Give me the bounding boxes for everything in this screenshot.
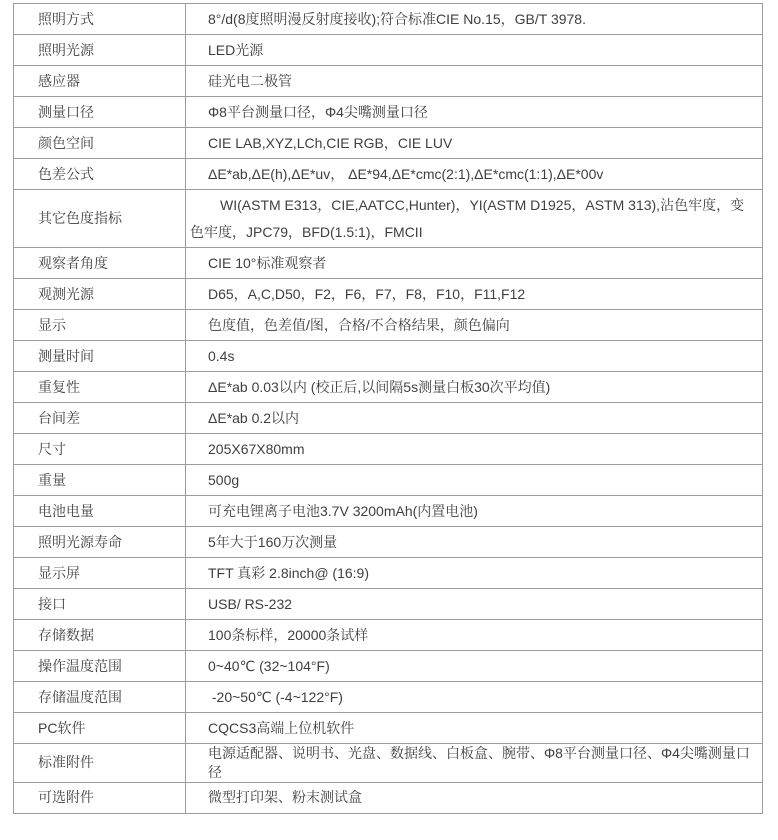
- spec-row-label: 操作温度范围: [14, 651, 186, 682]
- spec-row: [14, 310, 763, 341]
- spec-row: [14, 66, 763, 97]
- spec-row-value: 硅光电二极管: [186, 66, 763, 97]
- spec-row-value: USB/ RS-232: [186, 589, 763, 620]
- spec-row-value: 可充电锂离子电池3.7V 3200mAh(内置电池): [186, 496, 763, 527]
- spec-row: [14, 4, 763, 35]
- spec-row-value: LED光源: [186, 35, 763, 66]
- spec-row-label: 照明光源: [14, 35, 186, 66]
- spec-row-value: 100条标样，20000条试样: [186, 620, 763, 651]
- spec-row: [14, 279, 763, 310]
- spec-row-value: 色度值，色差值/图，合格/不合格结果，颜色偏向: [186, 310, 763, 341]
- spec-row: [14, 589, 763, 620]
- spec-row-label: 接口: [14, 589, 186, 620]
- spec-row: [14, 744, 763, 783]
- spec-row-value: TFT 真彩 2.8inch@ (16:9): [186, 558, 763, 589]
- spec-row: [14, 97, 763, 128]
- spec-row-label: 色差公式: [14, 159, 186, 190]
- spec-row-value: ΔE*ab 0.2以内: [186, 403, 763, 434]
- spec-row: [14, 713, 763, 744]
- spec-row-label: 标准附件: [14, 744, 186, 783]
- spec-row-label: 电池电量: [14, 496, 186, 527]
- spec-row-value: 205X67X80mm: [186, 434, 763, 465]
- spec-row-label: 测量时间: [14, 341, 186, 372]
- spec-row: [14, 651, 763, 682]
- spec-row-value: CIE LAB,XYZ,LCh,CIE RGB，CIE LUV: [186, 128, 763, 159]
- spec-row: [14, 434, 763, 465]
- spec-row-label: 存储温度范围: [14, 682, 186, 713]
- spec-row-label: 尺寸: [14, 434, 186, 465]
- spec-row-label: 可选附件: [14, 782, 186, 813]
- spec-row: [14, 682, 763, 713]
- spec-row-label: 显示屏: [14, 558, 186, 589]
- spec-row-label: 观测光源: [14, 279, 186, 310]
- spec-row-value: 5年大于160万次测量: [186, 527, 763, 558]
- spec-row: [14, 496, 763, 527]
- spec-row: [14, 35, 763, 66]
- spec-row: [14, 248, 763, 279]
- spec-row: [14, 558, 763, 589]
- spec-row: [14, 782, 763, 813]
- spec-row-value: Φ8平台测量口径，Φ4尖嘴测量口径: [186, 97, 763, 128]
- spec-row-value: CIE 10°标准观察者: [186, 248, 763, 279]
- spec-row-label: 重量: [14, 465, 186, 496]
- spec-table-body: [14, 4, 763, 814]
- spec-row-value: CQCS3高端上位机软件: [186, 713, 763, 744]
- spec-row: [14, 372, 763, 403]
- spec-row: [14, 128, 763, 159]
- spec-row-label: 观察者角度: [14, 248, 186, 279]
- spec-row: [14, 527, 763, 558]
- spec-row: [14, 620, 763, 651]
- spec-row-value: WI(ASTM E313，CIE,AATCC,Hunter)，YI(ASTM D1925，ASTM 313),沾色牢度，变色牢度，JPC79，BFD(1.5:1)，FMCII: [186, 190, 763, 248]
- spec-row-label: 照明方式: [14, 4, 186, 35]
- spec-row: [14, 403, 763, 434]
- spec-row-label: 测量口径: [14, 97, 186, 128]
- spec-row-value: ΔE*ab 0.03以内 (校正后,以间隔5s测量白板30次平均值): [186, 372, 763, 403]
- spec-row-value: 微型打印架、粉末测试盒: [186, 782, 763, 813]
- spec-row: [14, 190, 763, 248]
- spec-row: [14, 341, 763, 372]
- spec-table: [13, 3, 763, 814]
- spec-row-value: -20~50℃ (-4~122°F): [186, 682, 763, 713]
- spec-row-label: 照明光源寿命: [14, 527, 186, 558]
- spec-row-value: 0~40℃ (32~104°F): [186, 651, 763, 682]
- spec-row-value: 电源适配器、说明书、光盘、数据线、白板盒、腕带、Φ8平台测量口径、Φ4尖嘴测量口径: [186, 744, 763, 783]
- spec-row-label: 台间差: [14, 403, 186, 434]
- spec-row-value: 8°/d(8度照明漫反射度接收);符合标准CIE No.15，GB/T 3978.: [186, 4, 763, 35]
- spec-row: [14, 465, 763, 496]
- spec-row-label: 其它色度指标: [14, 190, 186, 248]
- spec-row-value: D65，A,C,D50，F2，F6，F7，F8，F10，F11,F12: [186, 279, 763, 310]
- spec-row: [14, 159, 763, 190]
- spec-row-label: 颜色空间: [14, 128, 186, 159]
- spec-row-value: 0.4s: [186, 341, 763, 372]
- spec-row-label: 存储数据: [14, 620, 186, 651]
- spec-row-value: 500g: [186, 465, 763, 496]
- spec-row-label: 显示: [14, 310, 186, 341]
- spec-row-label: PC软件: [14, 713, 186, 744]
- spec-row-label: 重复性: [14, 372, 186, 403]
- spec-row-label: 感应器: [14, 66, 186, 97]
- spec-row-value: ΔE*ab,ΔE(h),ΔE*uv， ΔE*94,ΔE*cmc(2:1),ΔE*cmc(1:1),ΔE*00v: [186, 159, 763, 190]
